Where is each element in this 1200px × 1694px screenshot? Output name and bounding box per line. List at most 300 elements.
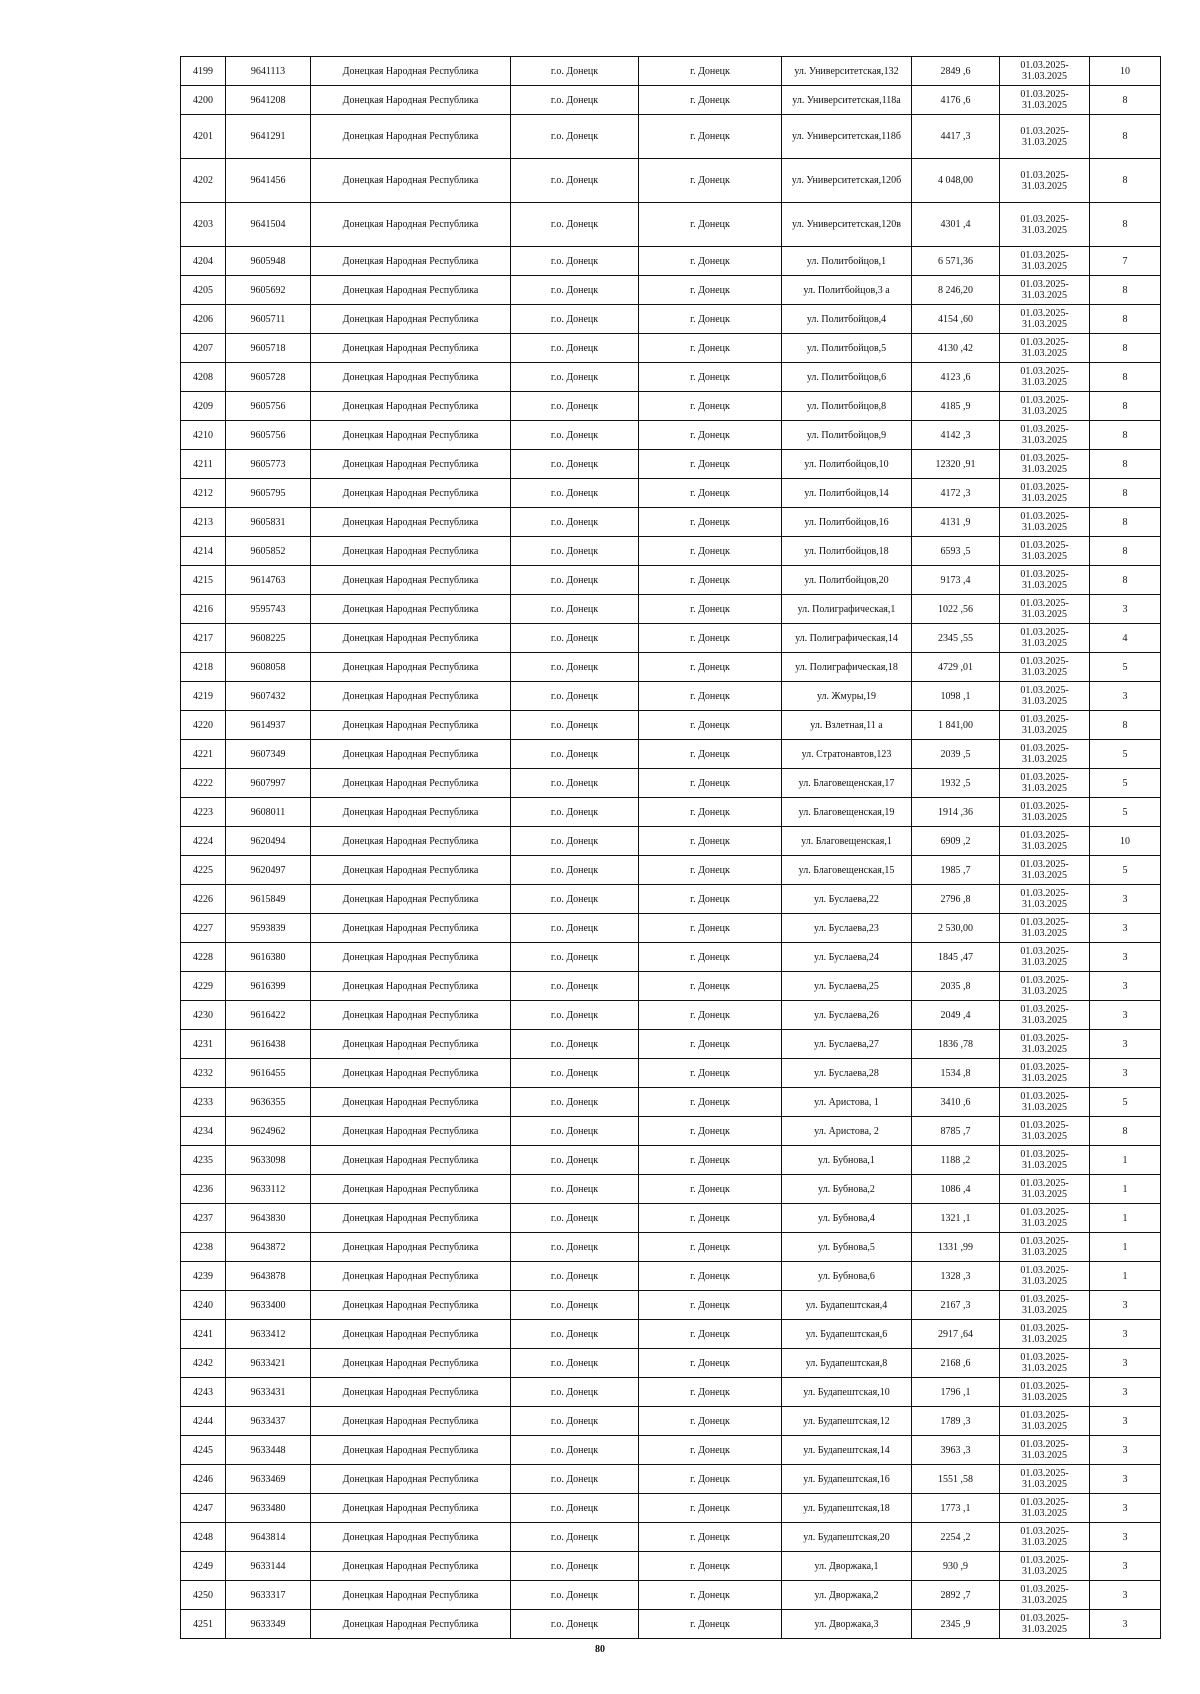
region: Донецкая Народная Республика bbox=[311, 305, 511, 334]
table-row bbox=[181, 1523, 1161, 1552]
table-row bbox=[181, 1407, 1161, 1436]
city: г. Донецк bbox=[639, 914, 782, 943]
district: г.о. Донецк bbox=[511, 740, 639, 769]
count: 8 bbox=[1090, 479, 1161, 508]
street-address: ул. Политбойцов,9 bbox=[782, 421, 912, 450]
period: 01.03.2025-31.03.2025 bbox=[1000, 1059, 1090, 1088]
city: г. Донецк bbox=[639, 624, 782, 653]
count: 8 bbox=[1090, 305, 1161, 334]
count: 3 bbox=[1090, 885, 1161, 914]
district: г.о. Донецк bbox=[511, 508, 639, 537]
table-row bbox=[181, 1001, 1161, 1030]
region: Донецкая Народная Республика bbox=[311, 740, 511, 769]
area: 2035 ,8 bbox=[912, 972, 1000, 1001]
district: г.о. Донецк bbox=[511, 769, 639, 798]
table-row bbox=[181, 1117, 1161, 1146]
region: Донецкая Народная Республика bbox=[311, 334, 511, 363]
count: 3 bbox=[1090, 1349, 1161, 1378]
region: Донецкая Народная Республика bbox=[311, 421, 511, 450]
street-address: ул. Будапештская,8 bbox=[782, 1349, 912, 1378]
area: 4176 ,6 bbox=[912, 86, 1000, 115]
street-address: ул. Аристова, 1 bbox=[782, 1088, 912, 1117]
street-address: ул. Взлетная,11 а bbox=[782, 711, 912, 740]
street-address: ул. Аристова, 2 bbox=[782, 1117, 912, 1146]
object-code: 9605728 bbox=[226, 363, 311, 392]
count: 3 bbox=[1090, 1523, 1161, 1552]
count: 5 bbox=[1090, 653, 1161, 682]
period: 01.03.2025-31.03.2025 bbox=[1000, 566, 1090, 595]
row-number: 4208 bbox=[181, 363, 226, 392]
region: Донецкая Народная Республика bbox=[311, 1552, 511, 1581]
table-row bbox=[181, 740, 1161, 769]
period: 01.03.2025-31.03.2025 bbox=[1000, 769, 1090, 798]
region: Донецкая Народная Республика bbox=[311, 1494, 511, 1523]
count: 3 bbox=[1090, 972, 1161, 1001]
period: 01.03.2025-31.03.2025 bbox=[1000, 86, 1090, 115]
district: г.о. Донецк bbox=[511, 305, 639, 334]
count: 3 bbox=[1090, 1610, 1161, 1639]
row-number: 4215 bbox=[181, 566, 226, 595]
street-address: ул. Жмуры,19 bbox=[782, 682, 912, 711]
district: г.о. Донецк bbox=[511, 1523, 639, 1552]
object-code: 9605831 bbox=[226, 508, 311, 537]
period: 01.03.2025-31.03.2025 bbox=[1000, 479, 1090, 508]
city: г. Донецк bbox=[639, 856, 782, 885]
object-code: 9643830 bbox=[226, 1204, 311, 1233]
district: г.о. Донецк bbox=[511, 479, 639, 508]
city: г. Донецк bbox=[639, 653, 782, 682]
street-address: ул. Благовещенская,17 bbox=[782, 769, 912, 798]
region: Донецкая Народная Республика bbox=[311, 943, 511, 972]
row-number: 4235 bbox=[181, 1146, 226, 1175]
district: г.о. Донецк bbox=[511, 1465, 639, 1494]
city: г. Донецк bbox=[639, 682, 782, 711]
object-code: 9616455 bbox=[226, 1059, 311, 1088]
period: 01.03.2025-31.03.2025 bbox=[1000, 1407, 1090, 1436]
area: 1985 ,7 bbox=[912, 856, 1000, 885]
region: Донецкая Народная Республика bbox=[311, 247, 511, 276]
object-code: 9605948 bbox=[226, 247, 311, 276]
region: Донецкая Народная Республика bbox=[311, 1233, 511, 1262]
region: Донецкая Народная Республика bbox=[311, 159, 511, 203]
row-number: 4221 bbox=[181, 740, 226, 769]
count: 3 bbox=[1090, 1465, 1161, 1494]
object-code: 9605852 bbox=[226, 537, 311, 566]
period: 01.03.2025-31.03.2025 bbox=[1000, 1320, 1090, 1349]
row-number: 4219 bbox=[181, 682, 226, 711]
street-address: ул. Дворжака,3 bbox=[782, 1610, 912, 1639]
region: Донецкая Народная Республика bbox=[311, 1146, 511, 1175]
object-code: 9607997 bbox=[226, 769, 311, 798]
street-address: ул. Благовещенская,15 bbox=[782, 856, 912, 885]
area: 2796 ,8 bbox=[912, 885, 1000, 914]
area: 2 530,00 bbox=[912, 914, 1000, 943]
district: г.о. Донецк bbox=[511, 1175, 639, 1204]
table-row bbox=[181, 943, 1161, 972]
count: 8 bbox=[1090, 334, 1161, 363]
row-number: 4217 bbox=[181, 624, 226, 653]
object-code: 9608058 bbox=[226, 653, 311, 682]
city: г. Донецк bbox=[639, 1552, 782, 1581]
table-row bbox=[181, 1494, 1161, 1523]
region: Донецкая Народная Республика bbox=[311, 276, 511, 305]
area: 2039 ,5 bbox=[912, 740, 1000, 769]
count: 3 bbox=[1090, 1001, 1161, 1030]
city: г. Донецк bbox=[639, 450, 782, 479]
region: Донецкая Народная Республика bbox=[311, 57, 511, 86]
period: 01.03.2025-31.03.2025 bbox=[1000, 159, 1090, 203]
area: 4131 ,9 bbox=[912, 508, 1000, 537]
city: г. Донецк bbox=[639, 1378, 782, 1407]
count: 1 bbox=[1090, 1175, 1161, 1204]
count: 8 bbox=[1090, 450, 1161, 479]
row-number: 4240 bbox=[181, 1291, 226, 1320]
area: 1328 ,3 bbox=[912, 1262, 1000, 1291]
district: г.о. Донецк bbox=[511, 363, 639, 392]
count: 8 bbox=[1090, 115, 1161, 159]
city: г. Донецк bbox=[639, 1088, 782, 1117]
object-code: 9636355 bbox=[226, 1088, 311, 1117]
period: 01.03.2025-31.03.2025 bbox=[1000, 1523, 1090, 1552]
area: 2049 ,4 bbox=[912, 1001, 1000, 1030]
city: г. Донецк bbox=[639, 1436, 782, 1465]
area: 1551 ,58 bbox=[912, 1465, 1000, 1494]
district: г.о. Донецк bbox=[511, 1233, 639, 1262]
count: 1 bbox=[1090, 1204, 1161, 1233]
district: г.о. Донецк bbox=[511, 885, 639, 914]
district: г.о. Донецк bbox=[511, 115, 639, 159]
city: г. Донецк bbox=[639, 595, 782, 624]
row-number: 4244 bbox=[181, 1407, 226, 1436]
table-row bbox=[181, 914, 1161, 943]
district: г.о. Донецк bbox=[511, 1349, 639, 1378]
area: 2849 ,6 bbox=[912, 57, 1000, 86]
period: 01.03.2025-31.03.2025 bbox=[1000, 711, 1090, 740]
table-row bbox=[181, 421, 1161, 450]
street-address: ул. Будапештская,16 bbox=[782, 1465, 912, 1494]
district: г.о. Донецк bbox=[511, 653, 639, 682]
city: г. Донецк bbox=[639, 566, 782, 595]
object-code: 9614763 bbox=[226, 566, 311, 595]
row-number: 4209 bbox=[181, 392, 226, 421]
row-number: 4227 bbox=[181, 914, 226, 943]
district: г.о. Донецк bbox=[511, 856, 639, 885]
district: г.о. Донецк bbox=[511, 1378, 639, 1407]
district: г.о. Донецк bbox=[511, 1436, 639, 1465]
count: 3 bbox=[1090, 1291, 1161, 1320]
region: Донецкая Народная Республика bbox=[311, 1378, 511, 1407]
count: 8 bbox=[1090, 508, 1161, 537]
city: г. Донецк bbox=[639, 943, 782, 972]
area: 1932 ,5 bbox=[912, 769, 1000, 798]
row-number: 4218 bbox=[181, 653, 226, 682]
area: 1796 ,1 bbox=[912, 1378, 1000, 1407]
city: г. Донецк bbox=[639, 479, 782, 508]
street-address: ул. Буслаева,26 bbox=[782, 1001, 912, 1030]
table-row bbox=[181, 450, 1161, 479]
district: г.о. Донецк bbox=[511, 595, 639, 624]
period: 01.03.2025-31.03.2025 bbox=[1000, 334, 1090, 363]
city: г. Донецк bbox=[639, 1494, 782, 1523]
object-code: 9641113 bbox=[226, 57, 311, 86]
period: 01.03.2025-31.03.2025 bbox=[1000, 653, 1090, 682]
region: Донецкая Народная Республика bbox=[311, 1175, 511, 1204]
region: Донецкая Народная Республика bbox=[311, 363, 511, 392]
table-row bbox=[181, 86, 1161, 115]
street-address: ул. Полиграфическая,18 bbox=[782, 653, 912, 682]
object-code: 9633431 bbox=[226, 1378, 311, 1407]
region: Донецкая Народная Республика bbox=[311, 1407, 511, 1436]
count: 10 bbox=[1090, 57, 1161, 86]
street-address: ул. Буслаева,23 bbox=[782, 914, 912, 943]
city: г. Донецк bbox=[639, 1581, 782, 1610]
period: 01.03.2025-31.03.2025 bbox=[1000, 276, 1090, 305]
area: 1321 ,1 bbox=[912, 1204, 1000, 1233]
district: г.о. Донецк bbox=[511, 159, 639, 203]
region: Донецкая Народная Республика bbox=[311, 1610, 511, 1639]
object-code: 9643878 bbox=[226, 1262, 311, 1291]
period: 01.03.2025-31.03.2025 bbox=[1000, 827, 1090, 856]
object-code: 9633448 bbox=[226, 1436, 311, 1465]
district: г.о. Донецк bbox=[511, 914, 639, 943]
area: 12320 ,91 bbox=[912, 450, 1000, 479]
table-row bbox=[181, 885, 1161, 914]
street-address: ул. Политбойцов,1 bbox=[782, 247, 912, 276]
count: 3 bbox=[1090, 1320, 1161, 1349]
count: 3 bbox=[1090, 682, 1161, 711]
row-number: 4210 bbox=[181, 421, 226, 450]
object-code: 9641291 bbox=[226, 115, 311, 159]
street-address: ул. Политбойцов,20 bbox=[782, 566, 912, 595]
city: г. Донецк bbox=[639, 972, 782, 1001]
row-number: 4238 bbox=[181, 1233, 226, 1262]
object-code: 9633098 bbox=[226, 1146, 311, 1175]
table-row bbox=[181, 159, 1161, 203]
region: Донецкая Народная Республика bbox=[311, 885, 511, 914]
street-address: ул. Будапештская,20 bbox=[782, 1523, 912, 1552]
street-address: ул. Будапештская,12 bbox=[782, 1407, 912, 1436]
street-address: ул. Буслаева,22 bbox=[782, 885, 912, 914]
count: 8 bbox=[1090, 711, 1161, 740]
count: 8 bbox=[1090, 363, 1161, 392]
district: г.о. Донецк bbox=[511, 1494, 639, 1523]
city: г. Донецк bbox=[639, 1465, 782, 1494]
object-code: 9633349 bbox=[226, 1610, 311, 1639]
period: 01.03.2025-31.03.2025 bbox=[1000, 1581, 1090, 1610]
area: 6909 ,2 bbox=[912, 827, 1000, 856]
street-address: ул. Будапештская,18 bbox=[782, 1494, 912, 1523]
table-row bbox=[181, 1349, 1161, 1378]
period: 01.03.2025-31.03.2025 bbox=[1000, 1291, 1090, 1320]
city: г. Донецк bbox=[639, 115, 782, 159]
area: 2254 ,2 bbox=[912, 1523, 1000, 1552]
table-row bbox=[181, 1291, 1161, 1320]
region: Донецкая Народная Республика bbox=[311, 203, 511, 247]
table-row bbox=[181, 972, 1161, 1001]
region: Донецкая Народная Республика bbox=[311, 1581, 511, 1610]
row-number: 4236 bbox=[181, 1175, 226, 1204]
region: Донецкая Народная Республика bbox=[311, 1262, 511, 1291]
street-address: ул. Бубнова,5 bbox=[782, 1233, 912, 1262]
period: 01.03.2025-31.03.2025 bbox=[1000, 1175, 1090, 1204]
district: г.о. Донецк bbox=[511, 1262, 639, 1291]
table-row bbox=[181, 57, 1161, 86]
area: 1086 ,4 bbox=[912, 1175, 1000, 1204]
district: г.о. Донецк bbox=[511, 1001, 639, 1030]
city: г. Донецк bbox=[639, 1175, 782, 1204]
district: г.о. Донецк bbox=[511, 537, 639, 566]
period: 01.03.2025-31.03.2025 bbox=[1000, 1465, 1090, 1494]
table-row bbox=[181, 769, 1161, 798]
district: г.о. Донецк bbox=[511, 1146, 639, 1175]
object-code: 9633469 bbox=[226, 1465, 311, 1494]
table-row bbox=[181, 115, 1161, 159]
row-number: 4242 bbox=[181, 1349, 226, 1378]
area: 4142 ,3 bbox=[912, 421, 1000, 450]
city: г. Донецк bbox=[639, 1001, 782, 1030]
street-address: ул. Политбойцов,14 bbox=[782, 479, 912, 508]
count: 8 bbox=[1090, 86, 1161, 115]
period: 01.03.2025-31.03.2025 bbox=[1000, 1204, 1090, 1233]
district: г.о. Донецк bbox=[511, 566, 639, 595]
region: Донецкая Народная Республика bbox=[311, 1436, 511, 1465]
district: г.о. Донецк bbox=[511, 1320, 639, 1349]
period: 01.03.2025-31.03.2025 bbox=[1000, 247, 1090, 276]
street-address: ул. Полиграфическая,1 bbox=[782, 595, 912, 624]
row-number: 4199 bbox=[181, 57, 226, 86]
district: г.о. Донецк bbox=[511, 421, 639, 450]
count: 1 bbox=[1090, 1233, 1161, 1262]
row-number: 4220 bbox=[181, 711, 226, 740]
district: г.о. Донецк bbox=[511, 203, 639, 247]
count: 3 bbox=[1090, 1581, 1161, 1610]
table-row bbox=[181, 1552, 1161, 1581]
area: 6593 ,5 bbox=[912, 537, 1000, 566]
row-number: 4216 bbox=[181, 595, 226, 624]
city: г. Донецк bbox=[639, 247, 782, 276]
district: г.о. Донецк bbox=[511, 450, 639, 479]
object-code: 9605718 bbox=[226, 334, 311, 363]
street-address: ул. Буслаева,24 bbox=[782, 943, 912, 972]
region: Донецкая Народная Республика bbox=[311, 653, 511, 682]
street-address: ул. Политбойцов,3 а bbox=[782, 276, 912, 305]
city: г. Донецк bbox=[639, 203, 782, 247]
count: 3 bbox=[1090, 943, 1161, 972]
count: 3 bbox=[1090, 1552, 1161, 1581]
city: г. Донецк bbox=[639, 1262, 782, 1291]
count: 10 bbox=[1090, 827, 1161, 856]
table-row bbox=[181, 1465, 1161, 1494]
table-row bbox=[181, 1175, 1161, 1204]
region: Донецкая Народная Республика bbox=[311, 682, 511, 711]
district: г.о. Донецк bbox=[511, 1291, 639, 1320]
object-code: 9616399 bbox=[226, 972, 311, 1001]
period: 01.03.2025-31.03.2025 bbox=[1000, 1088, 1090, 1117]
city: г. Донецк bbox=[639, 1407, 782, 1436]
row-number: 4231 bbox=[181, 1030, 226, 1059]
city: г. Донецк bbox=[639, 769, 782, 798]
table-row bbox=[181, 1059, 1161, 1088]
table-row bbox=[181, 479, 1161, 508]
area: 4 048,00 bbox=[912, 159, 1000, 203]
table-row bbox=[181, 1146, 1161, 1175]
page-number: 80 bbox=[595, 1644, 605, 1655]
row-number: 4246 bbox=[181, 1465, 226, 1494]
count: 5 bbox=[1090, 1088, 1161, 1117]
row-number: 4212 bbox=[181, 479, 226, 508]
object-code: 9633421 bbox=[226, 1349, 311, 1378]
row-number: 4234 bbox=[181, 1117, 226, 1146]
area: 4301 ,4 bbox=[912, 203, 1000, 247]
count: 3 bbox=[1090, 1436, 1161, 1465]
object-code: 9605711 bbox=[226, 305, 311, 334]
region: Донецкая Народная Республика bbox=[311, 1117, 511, 1146]
city: г. Донецк bbox=[639, 57, 782, 86]
period: 01.03.2025-31.03.2025 bbox=[1000, 1001, 1090, 1030]
count: 3 bbox=[1090, 1030, 1161, 1059]
row-number: 4250 bbox=[181, 1581, 226, 1610]
table-row bbox=[181, 1030, 1161, 1059]
region: Донецкая Народная Республика bbox=[311, 508, 511, 537]
street-address: ул. Политбойцов,10 bbox=[782, 450, 912, 479]
object-code: 9608225 bbox=[226, 624, 311, 653]
period: 01.03.2025-31.03.2025 bbox=[1000, 1030, 1090, 1059]
period: 01.03.2025-31.03.2025 bbox=[1000, 943, 1090, 972]
city: г. Донецк bbox=[639, 1320, 782, 1349]
street-address: ул. Политбойцов,16 bbox=[782, 508, 912, 537]
area: 1 841,00 bbox=[912, 711, 1000, 740]
period: 01.03.2025-31.03.2025 bbox=[1000, 885, 1090, 914]
street-address: ул. Будапештская,14 bbox=[782, 1436, 912, 1465]
city: г. Донецк bbox=[639, 1146, 782, 1175]
period: 01.03.2025-31.03.2025 bbox=[1000, 305, 1090, 334]
period: 01.03.2025-31.03.2025 bbox=[1000, 1262, 1090, 1291]
row-number: 4248 bbox=[181, 1523, 226, 1552]
street-address: ул. Университетская,118б bbox=[782, 115, 912, 159]
row-number: 4201 bbox=[181, 115, 226, 159]
count: 8 bbox=[1090, 566, 1161, 595]
count: 1 bbox=[1090, 1146, 1161, 1175]
street-address: ул. Будапештская,10 bbox=[782, 1378, 912, 1407]
area: 1534 ,8 bbox=[912, 1059, 1000, 1088]
region: Донецкая Народная Республика bbox=[311, 798, 511, 827]
table-row bbox=[181, 1088, 1161, 1117]
object-code: 9616438 bbox=[226, 1030, 311, 1059]
row-number: 4226 bbox=[181, 885, 226, 914]
area: 2168 ,6 bbox=[912, 1349, 1000, 1378]
row-number: 4204 bbox=[181, 247, 226, 276]
area: 930 ,9 bbox=[912, 1552, 1000, 1581]
count: 3 bbox=[1090, 914, 1161, 943]
table-row bbox=[181, 508, 1161, 537]
area: 8 246,20 bbox=[912, 276, 1000, 305]
city: г. Донецк bbox=[639, 276, 782, 305]
row-number: 4245 bbox=[181, 1436, 226, 1465]
object-code: 9607349 bbox=[226, 740, 311, 769]
street-address: ул. Бубнова,1 bbox=[782, 1146, 912, 1175]
street-address: ул. Дворжака,2 bbox=[782, 1581, 912, 1610]
object-code: 9607432 bbox=[226, 682, 311, 711]
area: 1836 ,78 bbox=[912, 1030, 1000, 1059]
city: г. Донецк bbox=[639, 1291, 782, 1320]
period: 01.03.2025-31.03.2025 bbox=[1000, 537, 1090, 566]
street-address: ул. Политбойцов,18 bbox=[782, 537, 912, 566]
street-address: ул. Бубнова,4 bbox=[782, 1204, 912, 1233]
object-code: 9643872 bbox=[226, 1233, 311, 1262]
row-number: 4223 bbox=[181, 798, 226, 827]
object-code: 9605756 bbox=[226, 392, 311, 421]
count: 3 bbox=[1090, 1378, 1161, 1407]
